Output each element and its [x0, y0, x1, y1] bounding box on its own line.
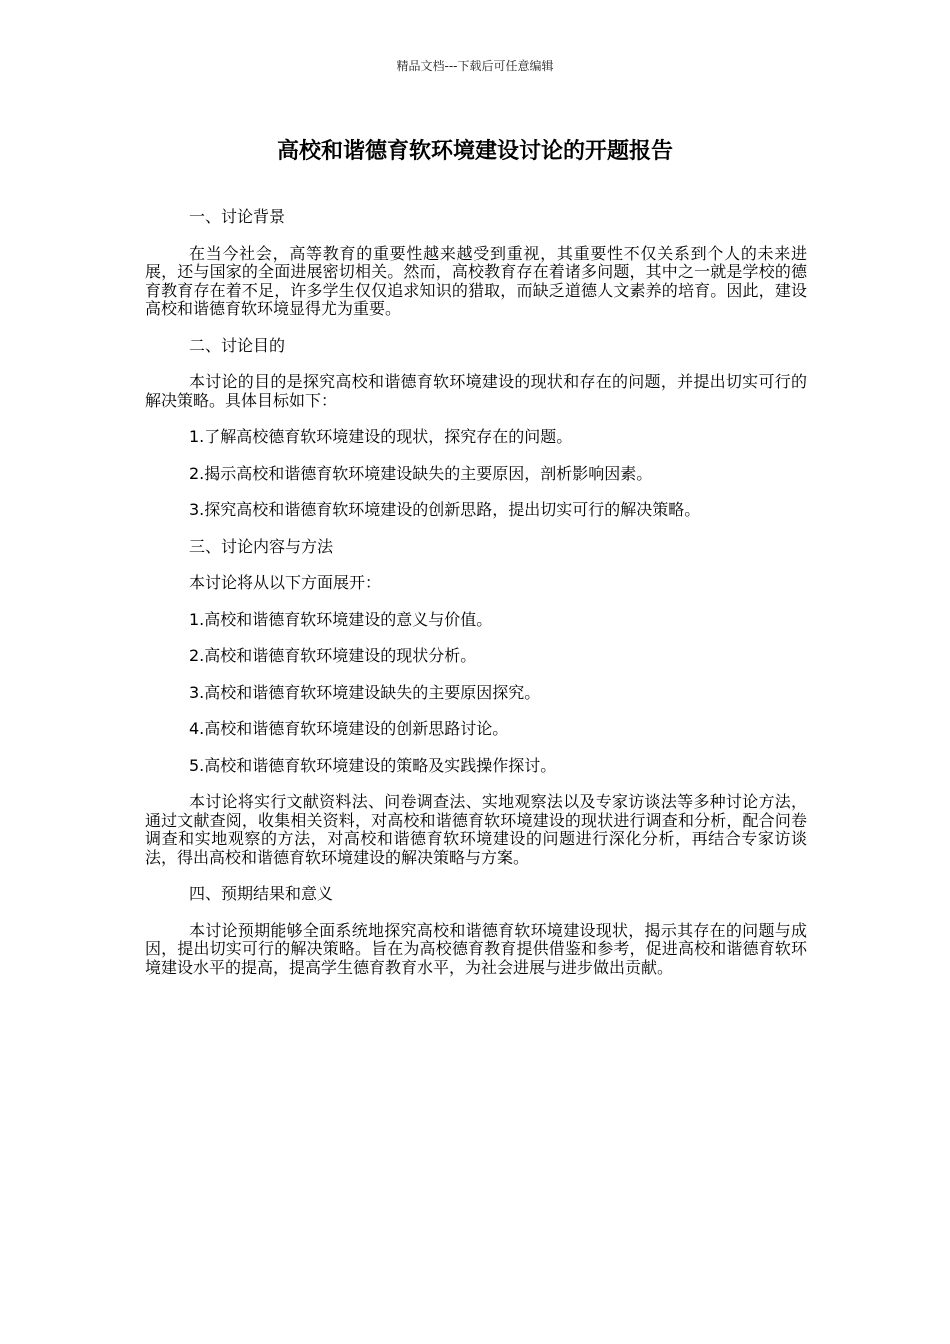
section-heading-content-method: 三、讨论内容与方法 — [189, 536, 334, 556]
list-item-content-3: 3.高校和谐德育软环境建设缺失的主要原因探究。 — [189, 682, 541, 702]
list-item-content-1: 1.高校和谐德育软环境建设的意义与价值。 — [189, 609, 493, 629]
paragraph-expected-results: 本讨论预期能够全面系统地探究高校和谐德育软环境建设现状，揭示其存在的问题与成因，提出切实可行的解决策略。旨在为高校德育教育提供借鉴和参考，促进高校和谐德育软环境建设水平的提高，提高学生德育教育水平，为社会进展与进步做出贡献。 — [145, 920, 807, 977]
paragraph-content-intro: 本讨论将从以下方面展开： — [189, 573, 382, 592]
section-heading-purpose: 二、讨论目的 — [189, 335, 286, 355]
section-heading-expected-results: 四、预期结果和意义 — [189, 884, 334, 903]
list-item-goal-3: 3.探究高校和谐德育软环境建设的创新思路，提出切实可行的解决策略。 — [189, 500, 701, 519]
paragraph-method: 本讨论将实行文献资料法、问卷调查法、实地观察法以及专家访谈法等多种讨论方法，通过文献查阅，收集相关资料，对高校和谐德育软环境建设的现状进行调查和分析，配合问卷调查和实地观察的方法，对高校和谐德育软环境建设的问题进行深化分析，再结合专家访谈法，得出高校和谐德育软环境建设的解决策略与方案。 — [145, 792, 807, 867]
list-item-content-2: 2.高校和谐德育软环境建设的现状分析。 — [189, 646, 477, 665]
list-item-goal-2: 2.揭示高校和谐德育软环境建设缺失的主要原因，剖析影响因素。 — [189, 463, 653, 483]
document-body — [145, 208, 807, 995]
document-title: 高校和谐德育软环境建设讨论的开题报告 — [276, 139, 673, 164]
header-note: 精品文档---下载后可任意编辑 — [396, 59, 554, 73]
paragraph-background: 在当今社会，高等教育的重要性越来越受到重视，其重要性不仅关系到个人的未来进展，还与国家的全面进展密切相关。然而，高校教育存在着诸多问题，其中之一就是学校的德育教育存在着不足，许多学生仅仅追求知识的猎取，而缺乏道德人文素养的培育。因此，建设高校和谐德育软环境显得尤为重要。 — [145, 243, 807, 318]
section-heading-background: 一、讨论背景 — [189, 207, 286, 226]
list-item-goal-1: 1.了解高校德育软环境建设的现状，探究存在的问题。 — [189, 427, 573, 446]
paragraph-purpose: 本讨论的目的是探究高校和谐德育软环境建设的现状和存在的问题，并提出切实可行的解决策略。具体目标如下： — [145, 372, 807, 410]
list-item-content-5: 5.高校和谐德育软环境建设的策略及实践操作探讨。 — [189, 755, 557, 775]
list-item-content-4: 4.高校和谐德育软环境建设的创新思路讨论。 — [189, 719, 509, 738]
